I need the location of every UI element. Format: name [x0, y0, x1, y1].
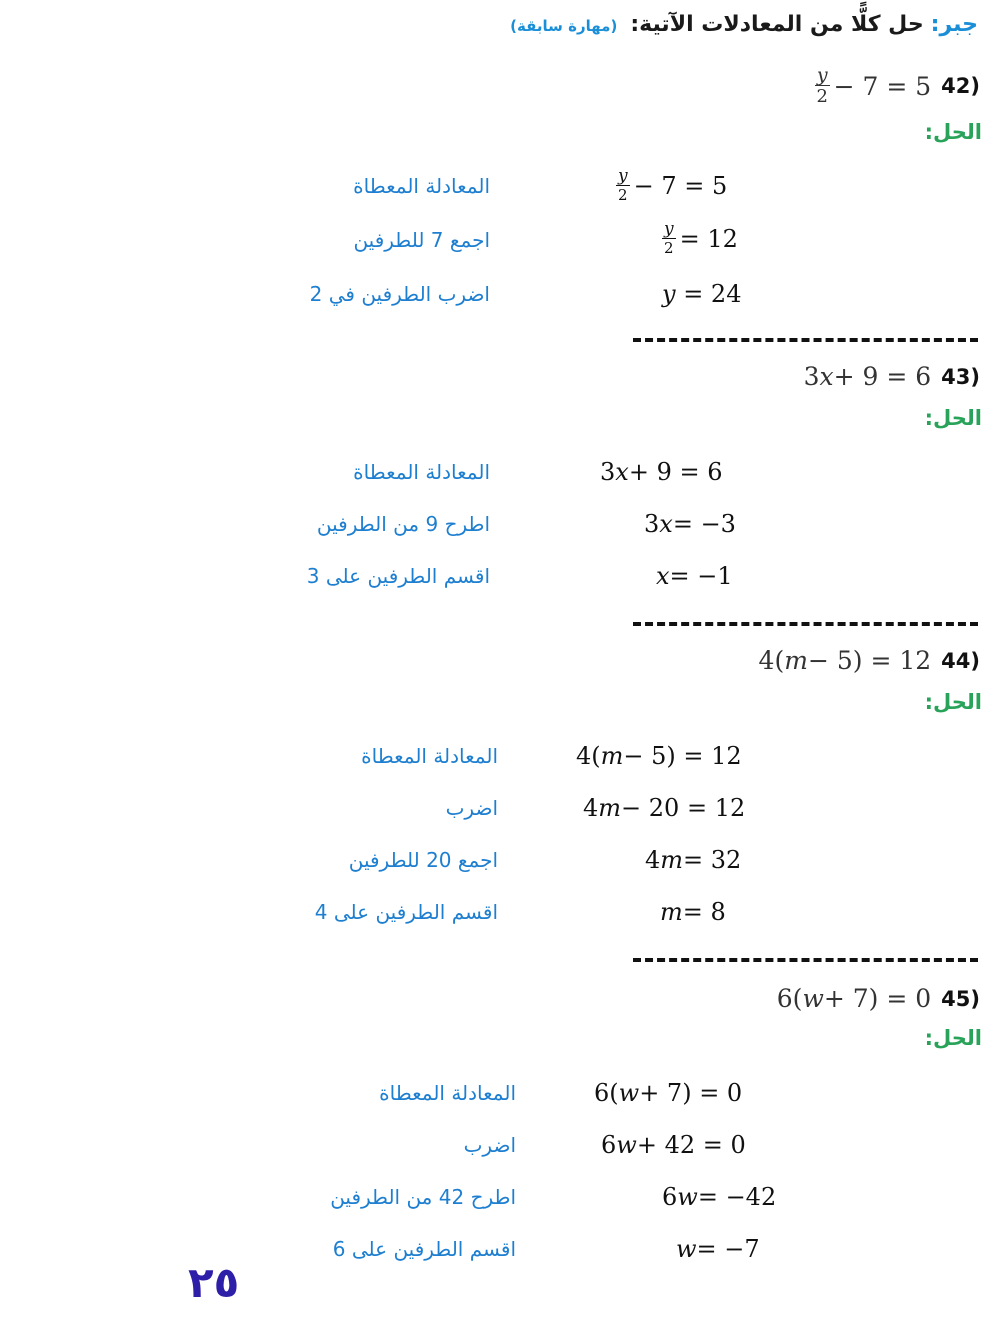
subject-label: جبر: [930, 12, 978, 37]
step-math: 4( m − 5) = 12 [576, 742, 742, 770]
problem-number: (45 [941, 986, 980, 1011]
step-label: المعادلة المعطاة [361, 744, 498, 768]
step-math: 6 w = −42 [662, 1183, 777, 1211]
step-label: اطرح 42 من الطرفين [330, 1185, 516, 1209]
step-label: اجمع 7 للطرفين [353, 228, 490, 252]
problem-number: (44 [941, 648, 980, 673]
step-math: $\frac{y}{2}$ = 12 [664, 219, 738, 257]
solution-label: الحل: [924, 120, 982, 144]
fraction: $\frac{y}{2}$ [618, 166, 628, 204]
step-math: 6( w + 7) = 0 [594, 1079, 743, 1107]
fraction: $\frac{y}{2}$ [664, 219, 674, 257]
step-label: اقسم الطرفين على 4 [314, 900, 498, 924]
step-math: 6 w + 42 = 0 [601, 1131, 746, 1159]
step-label: المعادلة المعطاة [353, 174, 490, 198]
problem-number: (42 [941, 74, 980, 98]
step-label: اجمع 20 للطرفين [348, 848, 498, 872]
problem-equation: 4( m − 5) = 12 [758, 646, 932, 675]
problem-equation: 6( w + 7) = 0 [776, 984, 932, 1013]
step-math: m = 8 [660, 898, 726, 926]
problem-44 [759, 646, 980, 675]
divider [633, 958, 978, 962]
step-label: اقسم الطرفين على 3 [306, 564, 490, 588]
problem-equation: $\frac{y}{2}$ − 7 = 5 [816, 64, 932, 107]
step-math: y = 24 [662, 280, 742, 308]
problem-equation: 3 x + 9 = 6 [803, 362, 932, 391]
step-math: w = −7 [676, 1235, 760, 1263]
step-math: 4 m − 20 = 12 [583, 794, 746, 822]
step-label: اضرب الطرفين في 2 [309, 282, 490, 306]
instruction-text: حل كلًّا من المعادلات الآتية: [630, 12, 924, 37]
step-label: المعادلة المعطاة [379, 1081, 516, 1105]
step-math: $\frac{y}{2}$ − 7 = 5 [618, 166, 728, 204]
step-label: اضرب [463, 1133, 516, 1157]
step-math: 3 x = −3 [644, 510, 736, 538]
divider [633, 338, 978, 342]
page-number: ٢٥ [188, 1258, 240, 1307]
step-label: اضرب [445, 796, 498, 820]
problem-43 [804, 362, 980, 391]
divider [633, 622, 978, 626]
step-label: المعادلة المعطاة [353, 460, 490, 484]
fraction: $\frac{y}{2}$ [816, 64, 828, 107]
step-label: اقسم الطرفين على 6 [332, 1237, 516, 1261]
exercise-header [510, 12, 978, 37]
step-math: 4 m = 32 [645, 846, 742, 874]
step-math: x = −1 [656, 562, 733, 590]
problem-45 [777, 984, 980, 1013]
skill-tag: (مهارة سابقة) [510, 17, 618, 35]
solution-label: الحل: [924, 406, 982, 430]
solution-label: الحل: [924, 690, 982, 714]
step-label: اطرح 9 من الطرفين [316, 512, 490, 536]
problem-42 [815, 66, 980, 106]
problem-number: (43 [941, 364, 980, 389]
step-math: 3 x + 9 = 6 [600, 458, 723, 486]
solution-label: الحل: [924, 1026, 982, 1050]
